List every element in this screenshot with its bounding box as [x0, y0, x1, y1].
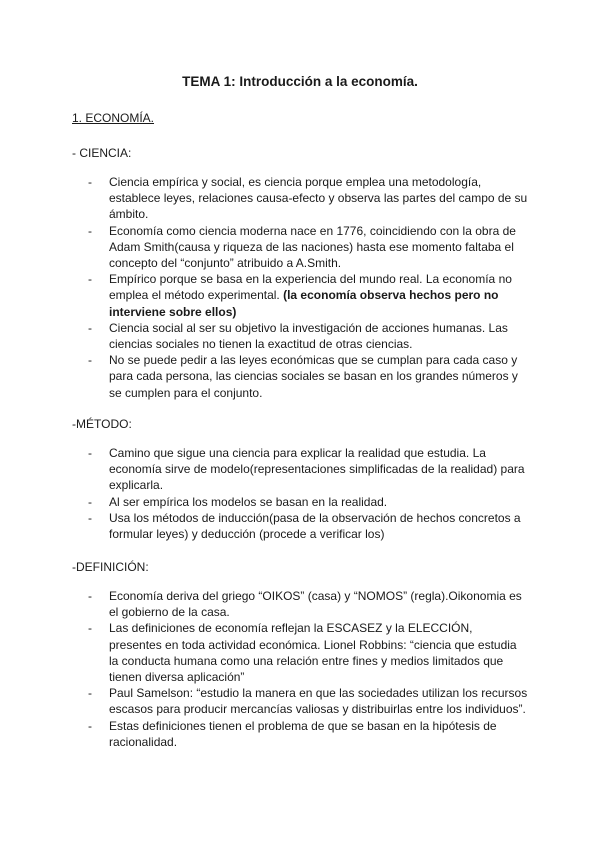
- ciencia-heading: - CIENCIA:: [72, 146, 132, 160]
- list-item: - Ciencia empírica y social, es ciencia porque emplea una metodología, establece leyes, relaciones causa-efecto y observa las partes del campo de su ámbito.: [88, 174, 528, 223]
- list-item: - Ciencia social al ser su objetivo la investigación de acciones humanas. Las ciencias sociales no tienen la exactitud de otras ciencias.: [88, 320, 528, 352]
- definicion-heading: -DEFINICIÓN:: [72, 560, 149, 574]
- list-item: - Estas definiciones tienen el problema de que se basan en la hipótesis de racionalidad.: [88, 718, 528, 750]
- document-title: TEMA 1: Introducción a la economía.: [182, 74, 418, 89]
- list-item-text: Empírico porque se basa en la experiencia del mundo real. La economía no emplea el método experimental.: [109, 272, 512, 303]
- list-item: - Economía como ciencia moderna nace en 1776, coincidiendo con la obra de Adam Smith(causa y riqueza de las naciones) hasta ese momento faltaba el concepto del “conjunto” atribuido a A.Smith.: [88, 223, 528, 272]
- list-item: - Las definiciones de economía reflejan la ESCASEZ y la ELECCIÓN, presentes en toda actividad económica. Lionel Robbins: “ciencia que estudia la conducta humana como una relación entre fines y medios limitados que tienen diversa aplicación”: [88, 620, 528, 685]
- ciencia-list: [88, 174, 528, 401]
- list-item: - Paul Samelson: “estudio la manera en que las sociedades utilizan los recursos escasos para producir mercancías valiosas y distribuirlas entre los individuos”.: [88, 685, 528, 717]
- bold-emphasis: (la economía observa hechos pero no interviene sobre ellos): [109, 288, 499, 319]
- list-item: - Al ser empírica los modelos se basan en la realidad.: [88, 494, 528, 510]
- list-item: - No se puede pedir a las leyes económicas que se cumplan para cada caso y para cada persona, las ciencias sociales se basan en los grandes números y se cumplen para el conjunto.: [88, 352, 528, 401]
- section-heading: 1. ECONOMÍA.: [72, 111, 155, 125]
- definicion-list: [88, 588, 528, 750]
- metodo-list: [88, 445, 528, 542]
- list-item: [88, 271, 528, 320]
- metodo-heading: -MÉTODO:: [72, 417, 132, 431]
- list-item: - Usa los métodos de inducción(pasa de la observación de hechos concretos a formular leyes) y deducción (procede a verificar los): [88, 510, 528, 542]
- list-item: - Economía deriva del griego “OIKOS” (casa) y “NOMOS” (regla).Oikonomia es el gobierno de la casa.: [88, 588, 528, 620]
- list-item: - Camino que sigue una ciencia para explicar la realidad que estudia. La economía sirve de modelo(representaciones simplificadas de la realidad) para explicarla.: [88, 445, 528, 494]
